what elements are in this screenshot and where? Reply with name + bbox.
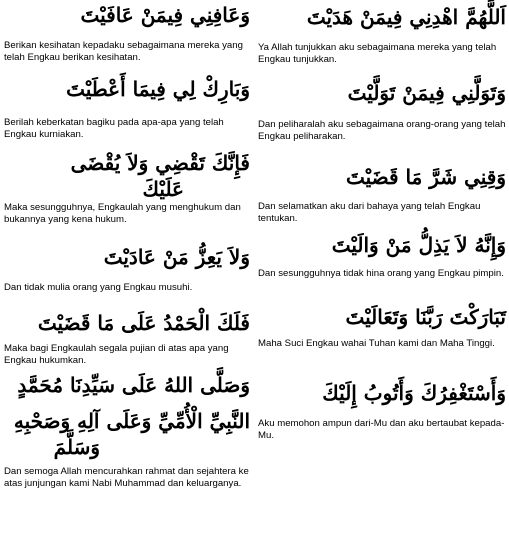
verse-entry — [256, 4, 506, 66]
translation-text: Dan semoga Allah mencurahkan rahmat dan sejahtera ke atas junjungan kami Nabi Muhammad dan keluarganya. — [4, 466, 249, 489]
verse-entry — [256, 164, 506, 225]
arabic-line: وَلاَ يَعِزُّ مَنْ عَادَيْتَ — [103, 245, 250, 269]
translation-text: Maha Suci Engkau wahai Tuhan kami dan Maha Tinggi. — [258, 338, 495, 349]
arabic-line: اَللَّهُمَّ اهْدِنِي فِيمَنْ هَدَيْتَ — [306, 5, 506, 29]
arabic-line: وَإِنَّهُ لاَ يَذِلُّ مَنْ وَالَيْتَ — [331, 233, 506, 257]
arabic-line: وَبَارِكْ لِي فِيمَا أَعْطَيْتَ — [66, 77, 250, 101]
arabic-line: وَأَسْتَغْفِرُكَ وَأَتُوبُ إِلَيْكَ — [322, 381, 506, 405]
arabic-line: عَلَيْكَ — [142, 177, 184, 201]
verse-entry — [2, 2, 250, 64]
translation-text: Berilah keberkatan bagiku pada apa-apa yang telah Engkau kurniakan. — [4, 117, 224, 140]
verse-entry — [2, 76, 250, 141]
translation-text: Dan sesungguhnya tidak hina orang yang Engkau pimpin. — [258, 268, 504, 279]
arabic-line: وَتَوَلَّنِي فِيمَنْ تَوَلَّيْتَ — [347, 81, 506, 105]
arabic-line: وَصَلَّى اللهُ عَلَى سَيِّدِنَا مُحَمَّدٍ — [17, 373, 250, 397]
arabic-line: فَإِنَّكَ تَقْضِي وَلاَ يُقْضَى — [70, 151, 250, 175]
arabic-line: وَعَافِنِي فِيمَنْ عَافَيْتَ — [80, 3, 250, 27]
verse-entry — [256, 80, 506, 143]
right-column — [256, 0, 506, 537]
verse-entry — [256, 304, 506, 350]
verse-entry — [2, 244, 250, 294]
translation-text: Dan peliharalah aku sebagaimana orang-orang yang telah Engkau peliharakan. — [258, 119, 506, 142]
translation-text: Maka sesungguhnya, Engkaulah yang menghukum dan bukannya yang kena hukum. — [4, 202, 241, 225]
translation-text: Ya Allah tunjukkan aku sebagaimana mereka yang telah Engkau tunjukkan. — [258, 42, 497, 65]
translation-text: Berikan kesihatan kepadaku sebagaimana mereka yang telah Engkau berikan kesihatan. — [4, 40, 243, 63]
translation-text: Aku memohon ampun dari-Mu dan aku bertaubat kepada-Mu. — [258, 418, 505, 441]
arabic-line: النَّبِيِّ الْأُمِّيِّ وَعَلَى آلِهِ وَصَحْبِهِ — [13, 409, 250, 433]
verse-entry — [2, 372, 250, 490]
arabic-line: تَبَارَكْتَ رَبَّنَا وَتَعَالَيْتَ — [345, 305, 506, 329]
translation-text: Dan tidak mulia orang yang Engkau musuhi. — [4, 282, 193, 293]
arabic-line: وَقِنِي شَرَّ مَا قَضَيْتَ — [346, 165, 506, 189]
verse-entry — [256, 380, 506, 442]
translation-text: Maka bagi Engkaulah segala pujian di atas apa yang Engkau hukumkan. — [4, 343, 229, 366]
verse-entry — [256, 232, 506, 280]
verse-entry — [2, 150, 250, 226]
verse-entry — [2, 310, 250, 367]
arabic-line: وَسَلَّمَ — [53, 435, 100, 459]
translation-text: Dan selamatkan aku dari bahaya yang telah Engkau tentukan. — [258, 201, 481, 224]
arabic-line: فَلَكَ الْحَمْدُ عَلَى مَا قَضَيْتَ — [37, 311, 250, 335]
left-column — [2, 0, 250, 537]
